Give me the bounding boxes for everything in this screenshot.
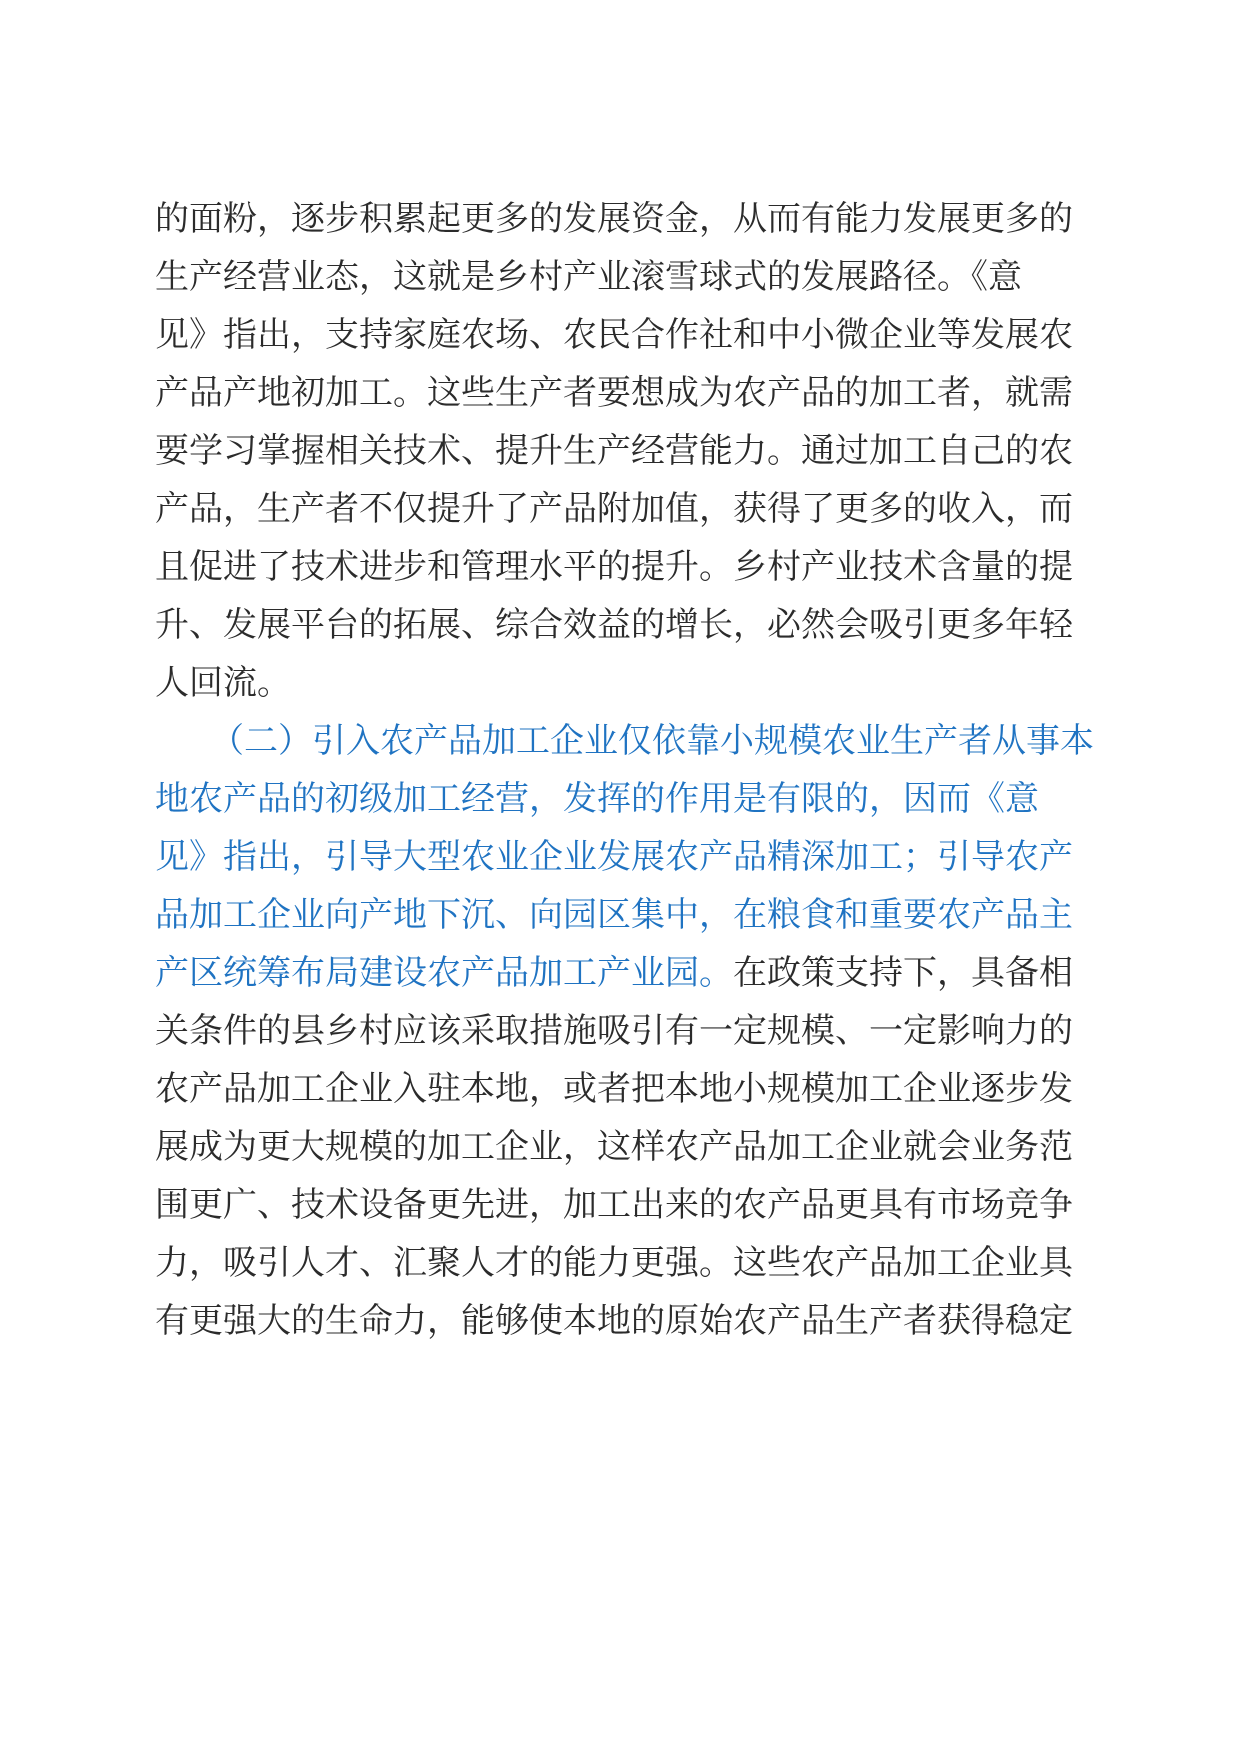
section-heading-line: （二）引入农产品加工企业仅依靠小规模农业生产者从事本: [210, 721, 1094, 761]
text-line: 升、发展平台的拓展、综合效益的增长，必然会吸引更多年轻: [155, 605, 1073, 645]
text-line: 产品，生产者不仅提升了产品附加值，获得了更多的收入，而: [155, 489, 1073, 529]
text-line: 要学习掌握相关技术、提升生产经营能力。通过加工自己的农: [155, 431, 1073, 471]
highlighted-text-line: 地农产品的初级加工经营，发挥的作用是有限的，因而《意: [155, 779, 1039, 819]
text-line: 见》指出，支持家庭农场、农民合作社和中小微企业等发展农: [155, 315, 1073, 355]
text-line: 产品产地初加工。这些生产者要想成为农产品的加工者，就需: [155, 373, 1073, 413]
mixed-text-line: [155, 940, 1073, 1006]
text-line: 围更广、技术设备更先进，加工出来的农产品更具有市场竞争: [155, 1185, 1073, 1225]
highlighted-text-line: 见》指出，引导大型农业企业发展农产品精深加工；引导农产: [155, 837, 1073, 877]
text-line: 生产经营业态，这就是乡村产业滚雪球式的发展路径。《意: [155, 257, 1022, 297]
text-line: 力，吸引人才、汇聚人才的能力更强。这些农产品加工企业具: [155, 1243, 1073, 1283]
text-line: 农产品加工企业入驻本地，或者把本地小规模加工企业逐步发: [155, 1069, 1073, 1109]
highlighted-text-segment: 产区统筹布局建设农产品加工产业园。: [155, 953, 733, 993]
text-line: 有更强大的生命力，能够使本地的原始农产品生产者获得稳定: [155, 1301, 1073, 1341]
text-line: 且促进了技术进步和管理水平的提升。乡村产业技术含量的提: [155, 547, 1073, 587]
text-line: 关条件的县乡村应该采取措施吸引有一定规模、一定影响力的: [155, 1011, 1073, 1051]
highlighted-text-line: 品加工企业向产地下沉、向园区集中，在粮食和重要农产品主: [155, 895, 1073, 935]
text-line: 人回流。: [155, 663, 291, 703]
text-segment: 在政策支持下，具备相: [733, 953, 1073, 993]
text-line: 展成为更大规模的加工企业，这样农产品加工企业就会业务范: [155, 1127, 1073, 1167]
text-line: 的面粉，逐步积累起更多的发展资金，从而有能力发展更多的: [155, 199, 1073, 239]
